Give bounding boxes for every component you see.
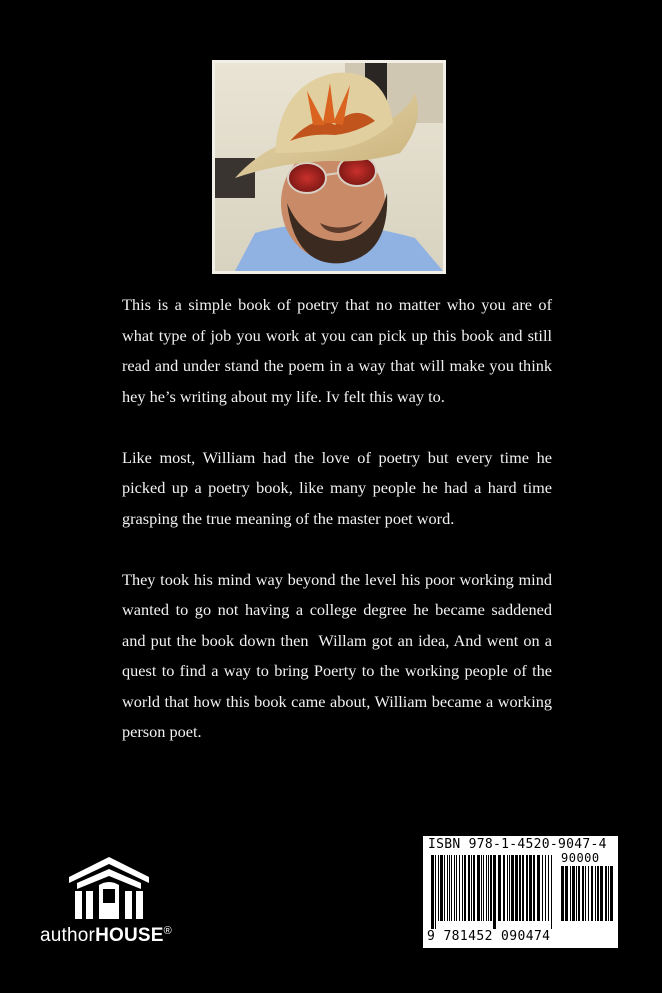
registered-mark: ® [163, 925, 172, 937]
barcode-digits: 9 781452 090474 [427, 929, 551, 944]
publisher-name [40, 925, 200, 947]
isbn-barcode [423, 836, 618, 948]
publisher-name-author: author [40, 925, 96, 946]
price-code: 90000 [561, 851, 600, 865]
author-photo [212, 60, 446, 274]
author-portrait-icon [215, 63, 443, 271]
isbn-label: ISBN 978-1-4520-9047-4 [428, 837, 607, 852]
publisher-name-house: HOUSE [95, 925, 164, 946]
blurb-paragraph-3: They took his mind way beyond the level his poor working mind wanted to go not having a college degree he became saddened and put the book down then Willam got an idea, And went on a quest to find a way to bring Poerty to the working people of the world that how this book came about, William became a working person poet. [122, 569, 557, 741]
barcode-bars [431, 855, 555, 929]
blurb-paragraph-2: Like most, William had the love of poetry but every time he picked up a poetry book, like many people he had a hard time grasping the true meaning of the master poet word. [122, 447, 557, 528]
back-cover-blurb [122, 290, 561, 778]
barcode-addon-bars [561, 866, 613, 929]
blurb-paragraph-1: This is a simple book of poetry that no matter who you are of what type of job you work at you can pick up this book and still read and under stand the poem in a way that will make you think hey he’s writing about my life. Iv felt this way to. [122, 295, 561, 406]
authorhouse-logo-icon [67, 855, 151, 921]
publisher-logo [40, 855, 190, 955]
